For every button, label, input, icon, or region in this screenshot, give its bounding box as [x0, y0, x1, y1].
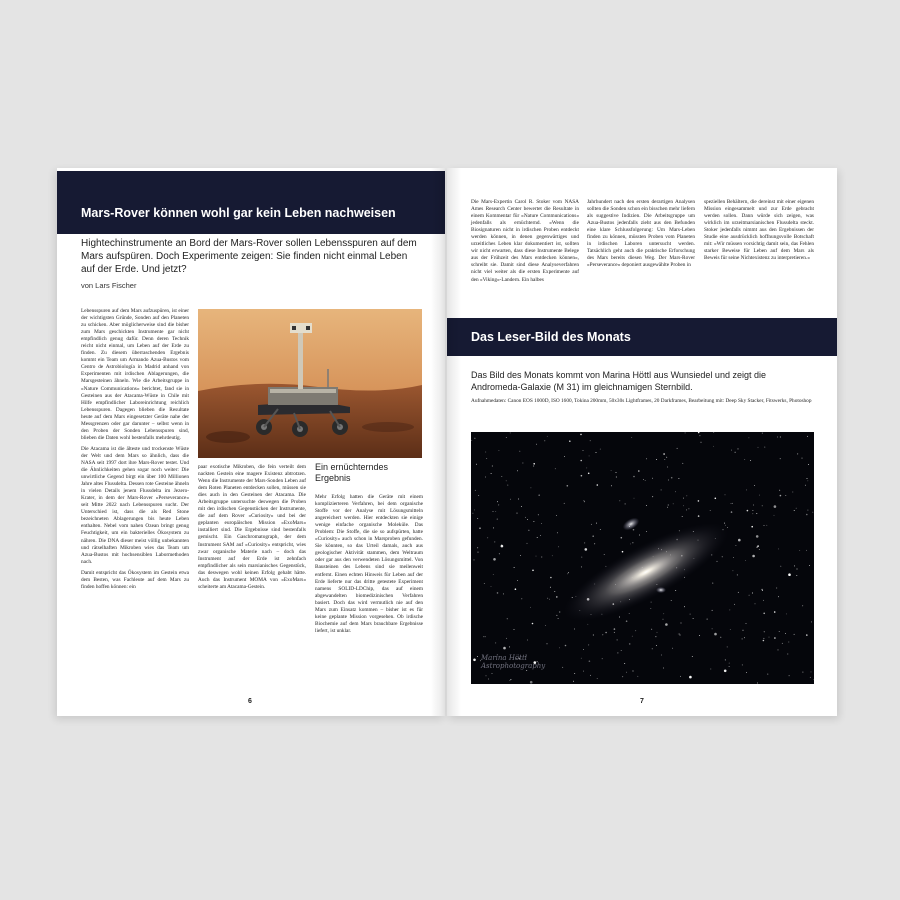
andromeda-galaxy-photo	[471, 432, 814, 684]
article-lead: Hightechinstrumente an Bord der Mars-Rover sollen Lebensspuren auf dem Mars aufspüren. Doch Experimente zeigen: Sie finden nicht einmal Leben auf der Erde. Und jetzt?	[81, 238, 417, 275]
text-column-3	[704, 199, 814, 266]
mars-rover-photo	[198, 309, 422, 458]
right-page	[447, 168, 837, 716]
gutter-shadow	[431, 168, 445, 716]
paragraph: paar exotische Mikroben, die fein verteilt dem nackten Gestein eine magere Existenz abtrotzen. Wenn die Instrumente der Mars-Sonden Leben auf dem Roten Planeten entdecken sollen, müssen sie dies auch in den Gesteinen der Atacama. Die Arbeitsgruppe untersuchte deswegen die Proben mit den irdischen Gegenstücken der Instrumente, die auf dem Rover »Curiosity« und bei der geplanten europäischen Mission »ExoMars« installiert sind. Die Ergebnisse sind bestenfalls gemischt. Ein Gaschromatograph, der dem Instrument SAM auf »Curiosity« entspricht, wies zwar organische Materie nach – doch das Instrument auf der Erde ist zehnfach empfindlicher als sein marsianisches Gegenstück, das deswegen wohl keinen Erfolg gehabt hätte. Auch das Instrument MOMA von »ExoMars« scheiterte am Atacama-Gestein.	[198, 464, 306, 590]
paragraph: Die Atacama ist die älteste und trockenste Wüste der Welt und dem Mars so ähnlich, dass die NASA seit 1997 dort ihre Mars-Rover testet. Und die Ähnlichkeiten gehen sogar noch weiter: Die unwirtliche Gegend birgt ein über 100 Millionen Jahre altes Flussdelta. Dessen rote Gesteine ähneln in vielen Details jenem Flussdelta im Jezero-Krater, in dem der Mars-Rover »Perseverance« seit Mitte 2022 nach Lebensspuren sucht. Der Unterschied ist, dass die als Red Stone bezeichneten Ablagerungen bis heute Leben enthalten. Nebel vom nahen Ozean bringt genug Feuchtigkeit, um ein bakterielles Ökosystem zu nähren. Die DNA dieser meist völlig unbekannten und rätselhaften Mikroben wies das Team um Azua-Bustos mit hochsensiblen Labormethoden nach.	[81, 445, 189, 565]
paragraph: Damit entspricht das Ökosystem im Gestein etwa dem Besten, was Fachleute auf dem Mars zu finden hoffen können: ein	[81, 569, 189, 590]
text-column-1	[471, 199, 579, 288]
text-column-3	[315, 494, 423, 639]
page-number: 6	[248, 698, 252, 705]
section-title: Das Leser-Bild des Monats	[471, 330, 631, 344]
headline-banner	[57, 171, 445, 234]
subheading: Ein ernüchterndes Ergebnis	[315, 462, 389, 483]
text-column-2	[587, 199, 695, 273]
headline: Mars-Rover können wohl gar kein Leben nachweisen	[81, 206, 396, 220]
picture-lead: Das Bild des Monats kommt von Marina Höttl aus Wunsiedel und zeigt die Andromeda-Galaxie (M 31) im gleichnamigen Sternbild.	[471, 370, 766, 392]
paragraph: Lebensspuren auf dem Mars aufzuspüren, ist einer der wichtigsten Gründe, Sonden auf den Planeten zu schicken. Aber möglicherweise sind die bisher zum Mars geschickten Instrumente gar nicht empfindlich genug dafür. Denn deren Technik reicht nicht einmal, um Leben auf der Erde zu finden. Zu diesem überraschenden Ergebnis kommt ein Team um Armando Azua-Bustos vom Centro de Astrobiología in Madrid anhand von Experimenten mit irdischen Ablagerungen, die Marsgesteinen ähneln. Wie die Arbeitsgruppe in »Nature Communications« berichtet, fand sie in Gesteinen aus der Atacama-Wüste in Chile mit Hilfe empfindlicher Laboreinrichtung reichlich Lebensspuren. Dagegen blieben die Resultate heute auf dem Mars eingesetzter Geräte nahe der Messgrenzen oder gar darunter – selbst wenn in den Proben der Sonden Lebensspuren sind, blieben die Daten wohl bestenfalls mehrdeutig.	[81, 308, 189, 441]
page-number: 7	[640, 698, 644, 705]
paragraph: speziellen Behältern, die dereinst mit einer eigenen Mission eingesammelt und zur Erde gebracht werden sollen. Dann würde sich zeigen, was wirklich im urzeitmarsianischen Flussdelta steckt. Stoker jedenfalls nimmt aus den Ergebnissen der Studie eine ausdrücklich hoffnungsvolle Botschaft mit: »Wir müssen vorsichtig damit sein, das Fehlen starker Beweise für Leben auf dem Mars als Beweis für seine Nichtexistenz zu interpretieren.«	[704, 199, 814, 262]
paragraph: Jahrhundert nach den ersten derartigen Analysen sollten die Sonden schon ein bisschen mehr liefern als suggestive Indizien. Die Arbeitsgruppe um Azua-Bustos jedenfalls zieht aus den Befunden eine klare Schlussfolgerung: Um Mars-Leben finden zu können, müssten Proben vom Planeten in irdischen Laboren untersucht werden. Tatsächlich geht auch die praktische Erforschung des Mars bereits diesen Weg. Der Mars-Rover »Perseverance« deponiert ausgewählte Proben in	[587, 199, 695, 269]
text-column-2	[198, 464, 306, 595]
gutter-shadow	[447, 168, 461, 716]
photo-caption: Aufnahmedaten: Canon EOS 1000D, ISO 1600, Tokina 200mm, 50x30s Lightframes, 20 Darkframes, Bearbeitung mit: Deep Sky Stacker, Fitswerks, Photoshop	[471, 398, 812, 404]
left-page	[57, 168, 445, 716]
paragraph: Die Mars-Expertin Carol R. Stoker vom NASA Ames Research Center bewertet die Resultate in einem Kommentar für »Nature Communications« jedenfalls als ernüchternd. »Wenn die Biosignaturen nicht in irdischen Proben entdeckt werden können, in denen gegenwärtiges und urzeitliches Leben klar dokumentiert ist, sollten wir nicht erwarten, dass diese Instrumente Belege aus der Frühzeit des Mars entdecken können«, schreibt sie. Damit sind diese Analyseverfahren nicht viel weiter als die ersten Experimente auf den »Viking«-Landern. Ein halbes	[471, 199, 579, 283]
text-column-1	[81, 308, 189, 595]
section-banner	[447, 318, 837, 356]
photographer-signature: Marina Höttl Astrophotography	[481, 654, 546, 670]
paragraph: Mehr Erfolg hatten die Geräte mit einem komplizierteren Verfahren, bei dem organische Stoffe vor der Analyse mit Lösungsmitteln angereichert werden. Hier entdeckten sie einige wenige einfache organische Moleküle. Das Problem: Die Stoffe, die sie so aufspürten, hatte »Curiosity« auch schon in Marsproben gefunden. Sie könnten, so das Urteil damals, auch aus geologischer Aktivität stammen, dem Weltraum oder gar aus den verwendeten Lösungsmittel. Von Bausteinen des Lebens sind sie meilenweit entfernt. Einen echten Hinweis für Leben auf der Erde lieferte nur das dritte getestete Experiment namens SOLID-LDChip, das auf einem abgewandelten biomedizinischen Verfahren basiert. Doch das wird vermutlich nie auf den Mars zum Einsatz kommen – bisher ist es für keine geplante Mission vorgesehen. Ob irdische Biochemie auf dem Mars brauchbare Ergebnisse liefert, ist unklar.	[315, 494, 423, 634]
byline: von Lars Fischer	[81, 281, 137, 290]
